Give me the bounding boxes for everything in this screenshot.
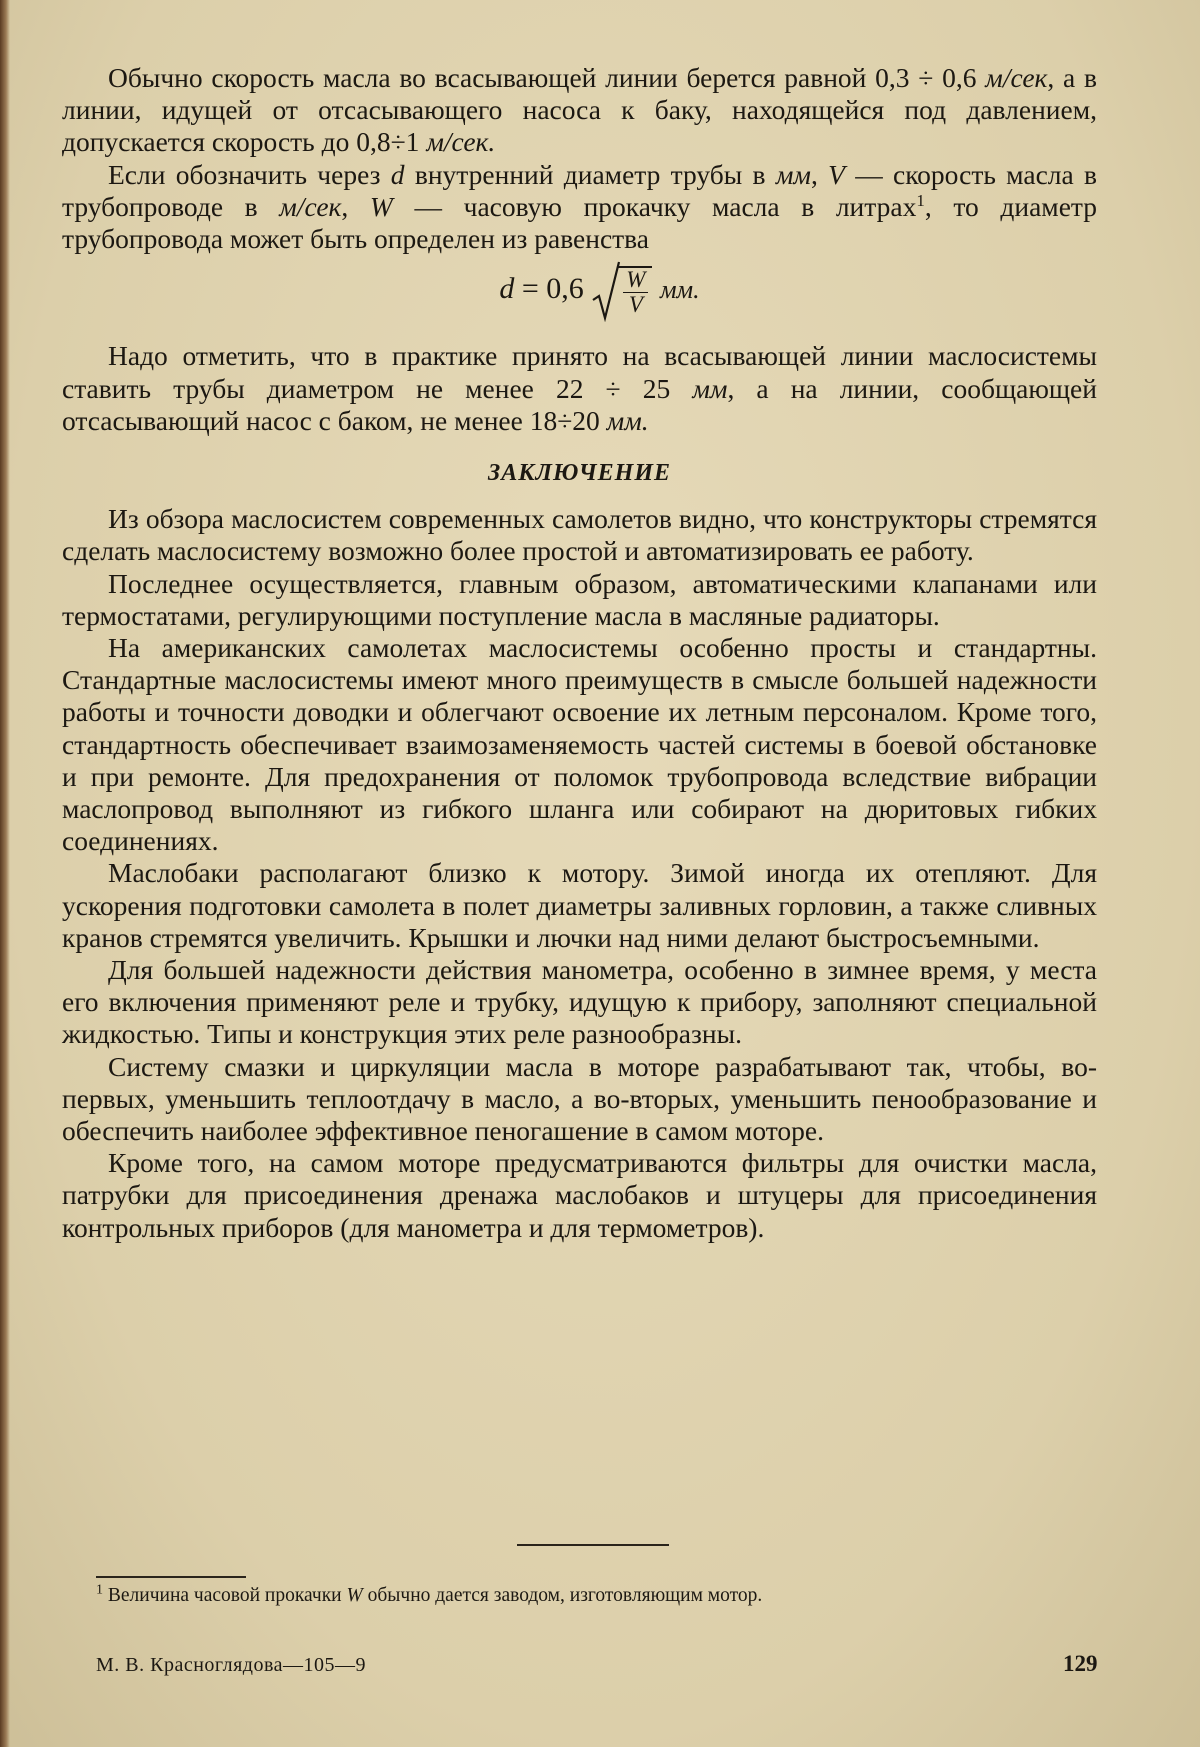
diameter-formula	[62, 259, 1097, 322]
section-heading: ЗАКЛЮЧЕНИЕ	[487, 459, 671, 486]
paragraph-conclusion-3: На американских самолетах маслосистемы особенно просты и стандартны. Стандартные маслосистемы имеют много преимуществ в смысле большей надежности работы и точности доводки и облегчают освоение их летным персоналом. Кроме того, стандартность обеспечивает взаимозаменяемость частей системы в боевой обстановке и при ремонте. Для предохранения от поломок трубопровода вследствие вибрации маслопровод выполняют из гибкого шланга или собирают на дюритовых гибких соединениях.	[62, 631, 1097, 857]
paragraph-pipe-diameters: Надо отметить, что в практике принято на всасывающей линии маслосистемы ставить трубы диаметром не менее 22 ÷ 25 мм, а на линии, сообщающей отсасывающий насос с баком, не менее 18÷20 мм.	[62, 340, 1097, 436]
paragraph-conclusion-6: Систему смазки и циркуляции масла в моторе разрабатывают так, чтобы, во-первых, уменьшить теплоотдачу в масло, а во-вторых, уменьшить пенообразование и обеспечить наиболее эффективное пеногашение в самом моторе.	[62, 1050, 1097, 1146]
footnote-mark: 1	[96, 1582, 103, 1598]
page-number: 129	[1063, 1651, 1098, 1676]
section-end-rule	[517, 1544, 669, 1546]
main-text	[62, 62, 1097, 1244]
footnote-reference[interactable]: 1	[916, 190, 925, 210]
formula-fraction	[617, 266, 652, 317]
page-binding-shadow	[0, 0, 10, 1747]
paragraph-conclusion-5: Для большей надежности действия манометра, особенно в зимнее время, у места его включения применяют реле и трубку, идущую к прибору, заполняют специальной жидкостью. Типы и конструкция этих реле разнообразны.	[62, 953, 1097, 1050]
formula-numerator: W	[623, 268, 648, 293]
footnote-rule	[96, 1576, 246, 1578]
formula-denominator: V	[628, 291, 643, 317]
paragraph-conclusion-1: Из обзора маслосистем современных самолетов видно, что конструкторы стремятся сделать маслосистему возможно более простой и автоматизировать ее работу.	[62, 503, 1097, 567]
paragraph-conclusion-2: Последнее осуществляется, главным образом, автоматическими клапанами или термостатами, регулирующими поступление масла в масляные радиаторы.	[62, 567, 1097, 631]
printer-signature: М. В. Красноглядова—105—9	[96, 1654, 367, 1676]
formula-unit: мм.	[659, 275, 700, 305]
formula-lhs: d	[499, 272, 515, 306]
paragraph-conclusion-7: Кроме того, на самом моторе предусматриваются фильтры для очистки масла, патрубки для присоединения дренажа маслобаков и штуцеры для присоединения контрольных приборов (для манометра и для термометров).	[62, 1147, 1097, 1243]
footnote: $^1$ Величина часовой прокачки W обычно дается заводом, изготовляющим мотор.	[96, 1582, 763, 1606]
paragraph-diameter-definition: Если обозначить через d внутренний диаметр трубы в мм, V — скорость масла в трубопроводе в м/сек, W — часовую прокачку масла в литрах$^1$, то диаметр трубопровода может быть определен из равенства	[62, 158, 1098, 255]
paragraph-conclusion-4: Маслобаки располагают близко к мотору. Зимой иногда их отепляют. Для ускорения подготовки самолета в полет диаметры заливных горловин, а также сливных кранов стремятся увеличить. Крышки и лючки над ними делают быстросъемными.	[62, 857, 1097, 953]
paragraph-oil-speed: Обычно скорость масла во всасывающей линии берется равной 0,3 ÷ 0,6 м/сек, а в линии, идущей от отсасывающего насоса к баку, находящейся под давлением, допускается скорость до 0,8÷1 м/сек.	[62, 62, 1097, 158]
formula-coefficient: = 0,6	[514, 272, 584, 306]
